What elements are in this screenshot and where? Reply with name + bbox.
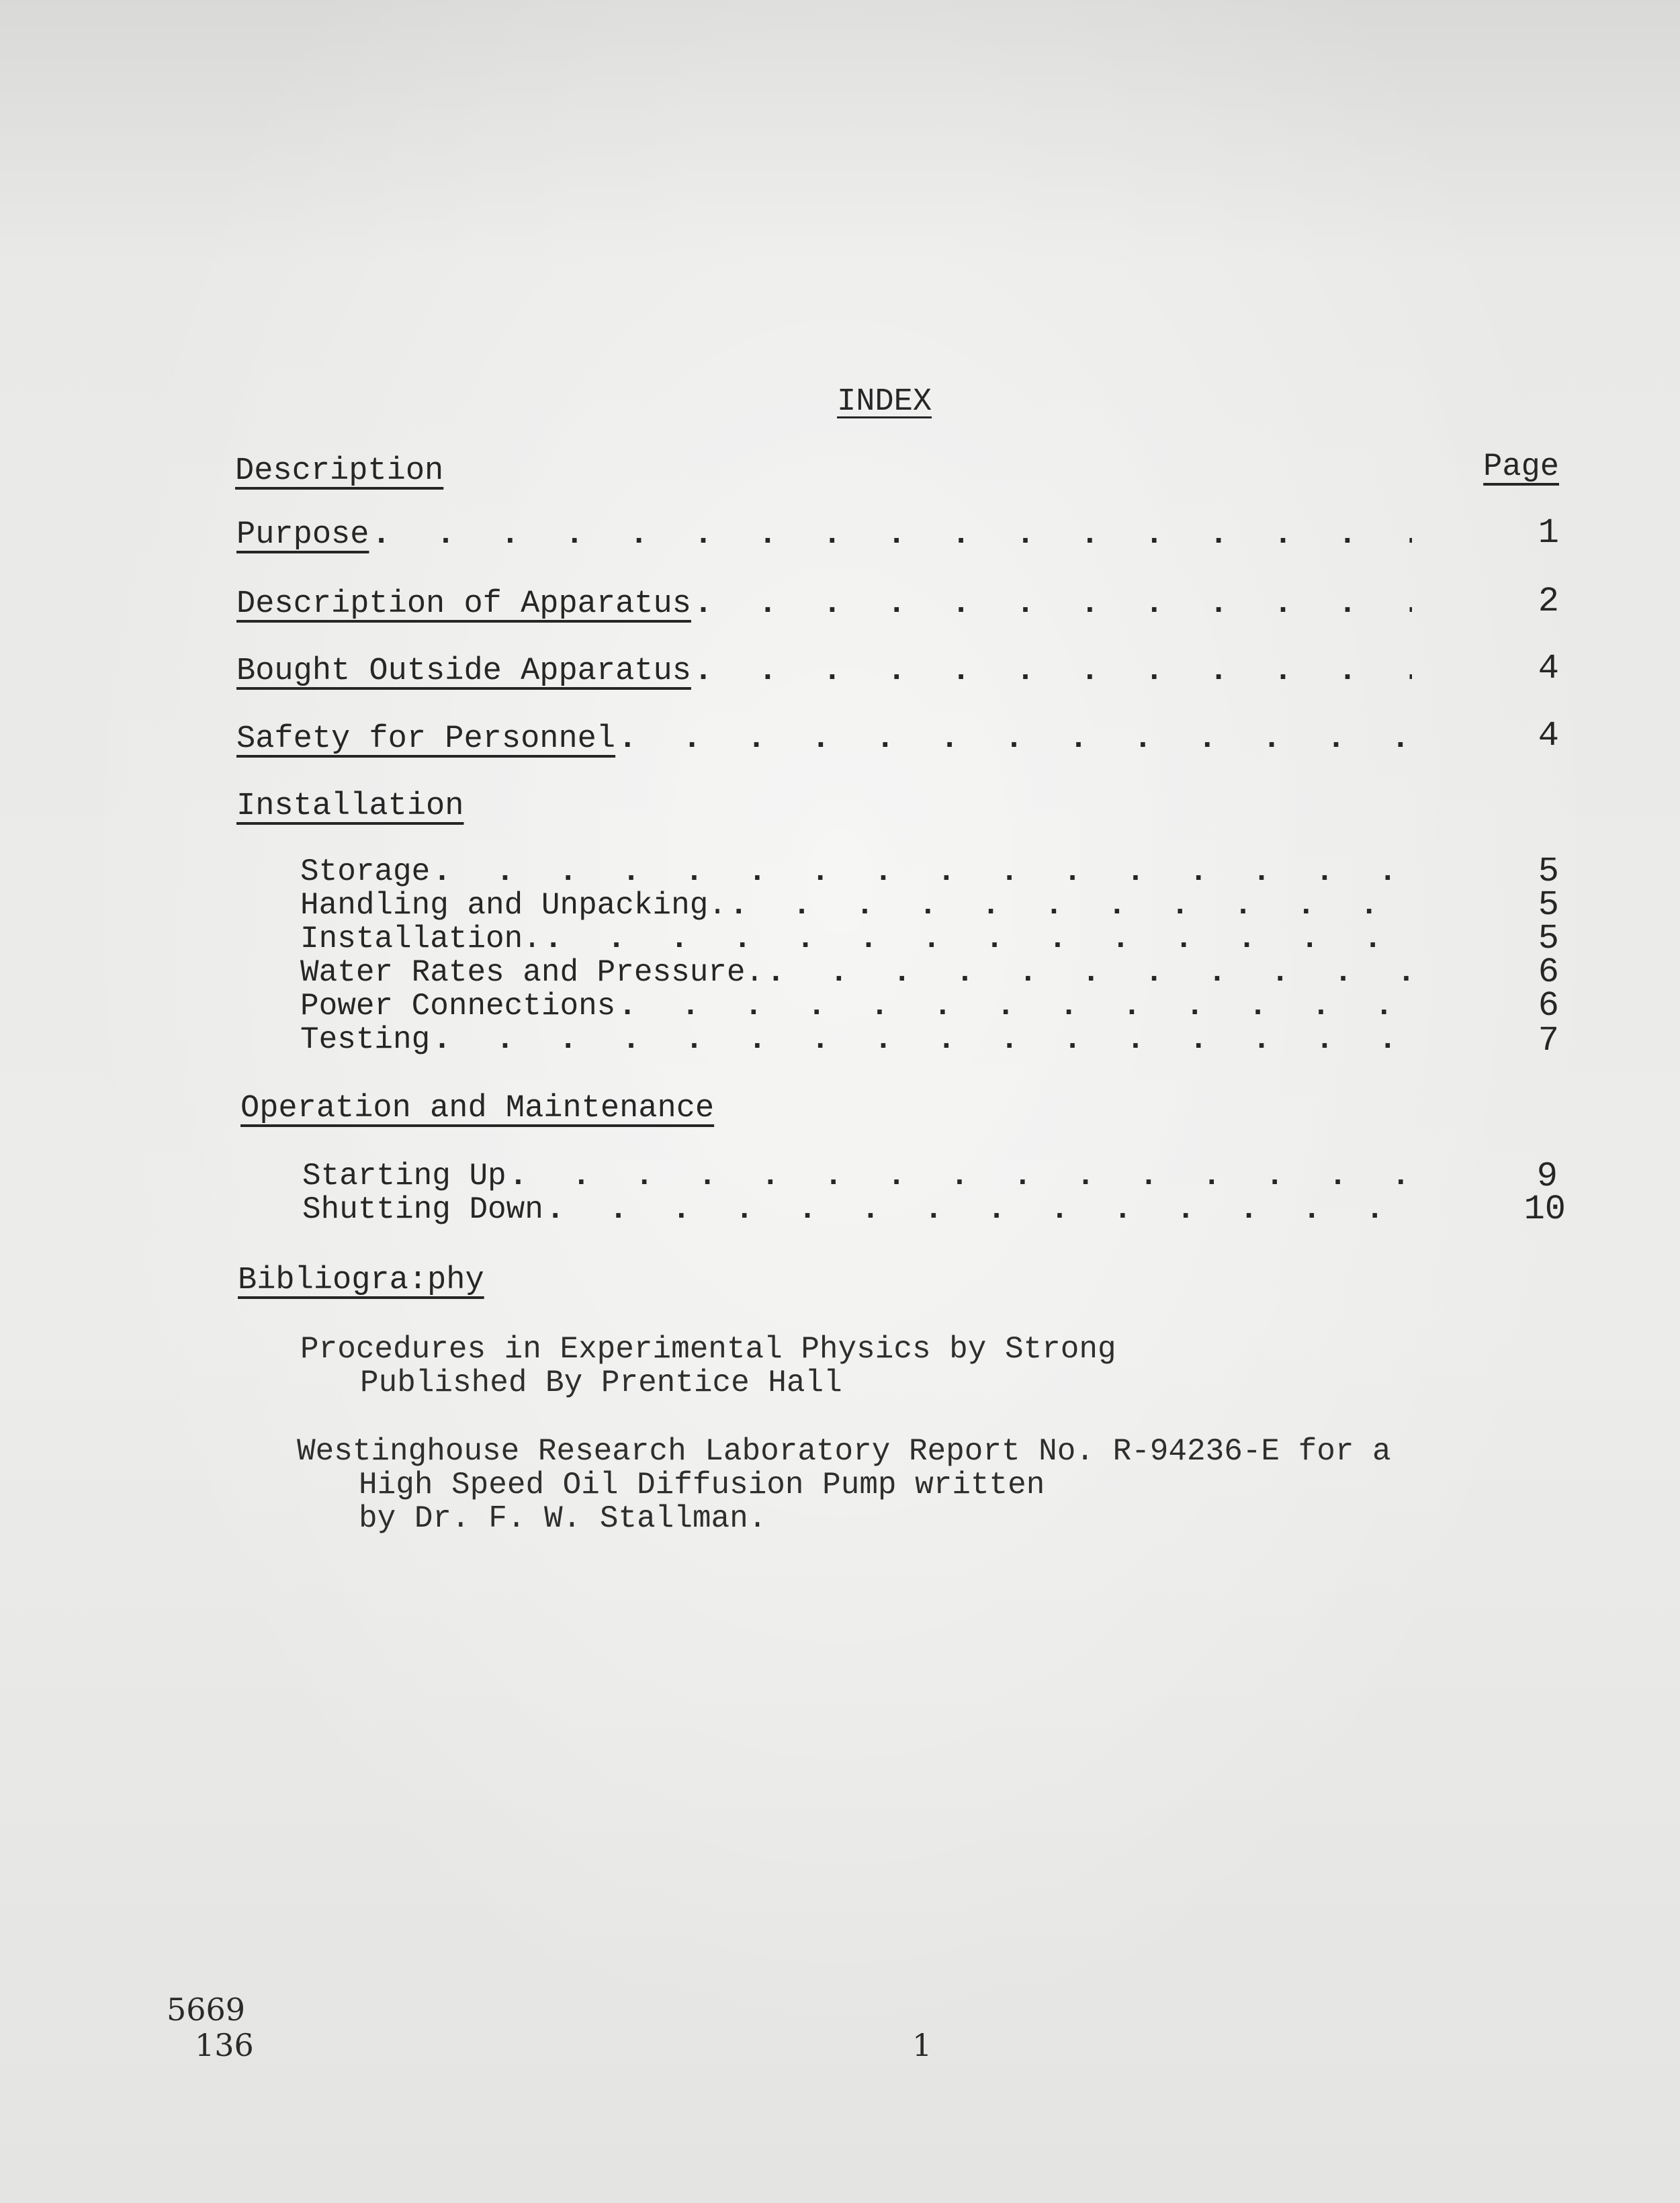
document-code-bottom: 136 — [195, 2027, 254, 2063]
installation-item-label: Testing — [300, 1022, 431, 1057]
page-title: INDEX — [837, 384, 932, 420]
operation-heading: Operation and Maintenance — [240, 1091, 715, 1126]
index-entry-label: Description of Apparatus — [236, 586, 691, 622]
bibliography-heading: Bibliogra:phy — [238, 1263, 484, 1298]
description-column-header: Description — [235, 453, 444, 489]
operation-item — [302, 1192, 1452, 1227]
installation-item-page: 5 — [1538, 919, 1559, 958]
installation-item — [300, 955, 1452, 990]
operation-item-page: 10 — [1523, 1189, 1566, 1229]
dot-leader — [618, 989, 1412, 1024]
index-entry-label: Bought Outside Apparatus — [236, 654, 691, 689]
dot-leader — [694, 586, 1412, 622]
installation-item-page: 7 — [1538, 1021, 1559, 1061]
dot-leader — [371, 517, 1412, 553]
dot-leader — [618, 721, 1412, 757]
installation-item-label: Installation. — [300, 921, 541, 956]
index-entry-page: 4 — [1538, 649, 1559, 688]
index-entry-label: Purpose — [236, 517, 369, 553]
index-entry-page: 4 — [1538, 716, 1559, 756]
index-entry-description-of-apparatus — [236, 586, 1452, 622]
dot-leader — [509, 1159, 1412, 1194]
operation-item-page: 9 — [1536, 1157, 1558, 1196]
installation-item-label: Handling and Unpacking. — [300, 888, 727, 923]
bibliography-ref1-line2: Published By Prentice Hall — [360, 1365, 842, 1400]
installation-item — [300, 1022, 1452, 1057]
dot-leader — [694, 654, 1412, 689]
dot-leader — [766, 955, 1412, 990]
installation-item-page: 5 — [1538, 885, 1559, 925]
dot-leader — [544, 921, 1412, 956]
installation-item — [300, 854, 1452, 889]
page-column-header: Page — [1483, 449, 1559, 485]
installation-item-page: 5 — [1538, 852, 1559, 891]
installation-item-label: Storage — [300, 854, 431, 889]
installation-heading: Installation — [236, 789, 464, 824]
installation-item — [300, 989, 1452, 1024]
index-entry-safety-for-personnel — [236, 721, 1452, 757]
installation-item — [300, 888, 1452, 923]
dot-leader — [433, 1022, 1412, 1057]
installation-item-page: 6 — [1538, 952, 1559, 992]
index-entry-label: Safety for Personnel — [236, 721, 616, 757]
installation-item — [300, 921, 1452, 956]
page-number: 1 — [912, 2027, 932, 2063]
index-entry-bought-outside-apparatus — [236, 654, 1452, 689]
bibliography-ref2-line3: by Dr. F. W. Stallman. — [359, 1501, 767, 1536]
dot-leader — [730, 888, 1412, 923]
dot-leader — [433, 854, 1412, 889]
dot-leader — [546, 1192, 1412, 1227]
bibliography-ref2-line2: High Speed Oil Diffusion Pump written — [359, 1468, 1045, 1502]
document-code-top: 5669 — [167, 1991, 246, 2028]
index-entry-purpose — [236, 517, 1452, 553]
operation-item-label: Starting Up — [302, 1159, 506, 1194]
operation-item — [302, 1159, 1452, 1194]
index-entry-page: 1 — [1538, 513, 1559, 553]
index-entry-page: 2 — [1538, 582, 1559, 621]
installation-item-label: Power Connections — [300, 989, 616, 1024]
bibliography-ref1-line1: Procedures in Experimental Physics by Strong — [300, 1332, 1116, 1367]
installation-item-label: Water Rates and Pressure. — [300, 955, 764, 990]
operation-item-label: Shutting Down — [302, 1192, 543, 1227]
bibliography-ref2-line1: Westinghouse Research Laboratory Report No. R-94236-E for a — [297, 1434, 1391, 1469]
installation-item-page: 6 — [1538, 986, 1559, 1026]
